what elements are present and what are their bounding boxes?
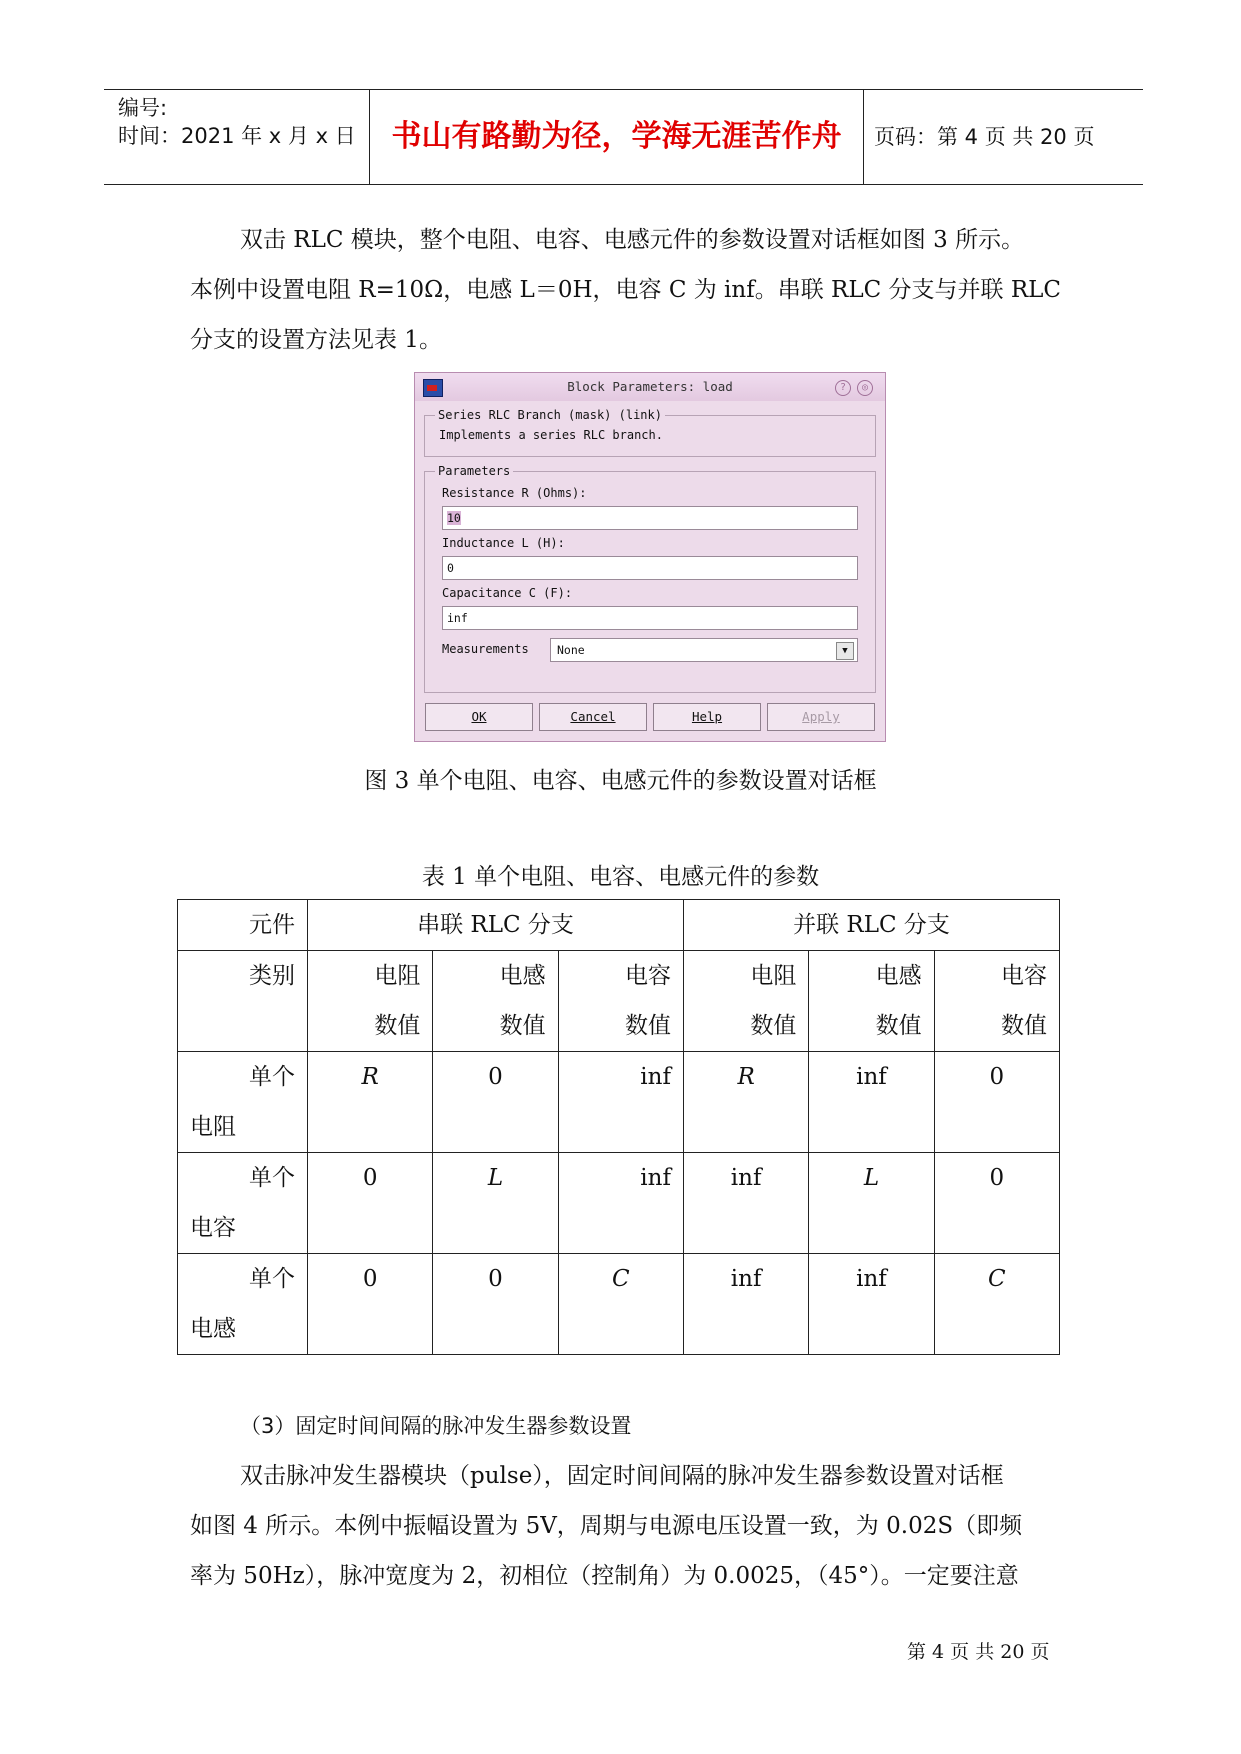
header-series: 串联 RLC 分支	[308, 900, 684, 951]
sub-value-label: 数值	[750, 1013, 797, 1039]
close-circle-icon[interactable]: ◎	[857, 380, 873, 396]
page-footer: 第 4 页 共 20 页	[907, 1641, 1050, 1663]
value-cell: 0	[308, 1153, 433, 1254]
value-cell: inf	[683, 1254, 808, 1355]
mask-description-group	[424, 408, 876, 457]
sub-cell	[809, 951, 934, 1052]
value-cell: 0	[433, 1052, 558, 1153]
measurements-select[interactable]	[550, 638, 858, 662]
capacitance-input[interactable]: inf	[442, 606, 858, 630]
header-category	[178, 951, 308, 1052]
page-header	[104, 89, 1143, 185]
sub-cell	[433, 951, 558, 1052]
time-label: 时间：2021 年 x 月 x 日	[118, 124, 356, 148]
ok-button[interactable]	[425, 703, 533, 731]
chevron-down-icon[interactable]: ▼	[836, 642, 854, 660]
value-cell: inf	[558, 1153, 683, 1254]
apply-button[interactable]	[767, 703, 875, 731]
table-subheader-row	[178, 951, 1060, 1052]
table-row	[178, 1153, 1060, 1254]
group-title-mask: Series RLC Branch (mask) (link)	[435, 408, 665, 422]
simulink-block-icon	[423, 379, 443, 397]
section3-line3: 率为 50Hz），脉冲宽度为 2，初相位（控制角）为 0.0025，（45°）。一定要注意	[190, 1563, 1019, 1589]
row-label-1: 单个	[249, 1165, 295, 1191]
measurements-label: Measurements	[442, 642, 529, 656]
help-button[interactable]	[653, 703, 761, 731]
ok-label: OK	[471, 709, 487, 724]
table-row	[178, 1052, 1060, 1153]
measurements-value: None	[557, 643, 585, 657]
block-parameters-dialog	[414, 372, 886, 742]
sub-value-label: 数值	[624, 1013, 671, 1039]
dialog-title: Block Parameters: load	[567, 379, 733, 394]
figure-caption: 图 3 单个电阻、电容、电感元件的参数设置对话框	[364, 768, 877, 794]
sub-value-label: 数值	[499, 1013, 546, 1039]
row-label	[178, 1153, 308, 1254]
para1-line3: 分支的设置方法见表 1。	[190, 327, 442, 353]
row-label-1: 单个	[249, 1064, 295, 1090]
value-cell: R	[683, 1052, 808, 1153]
value-cell: 0	[433, 1254, 558, 1355]
paragraph-1	[190, 215, 1070, 265]
row-label-2: 电容	[190, 1215, 236, 1241]
para1-line1: 双击 RLC 模块，整个电阻、电容、电感元件的参数设置对话框如图 3 所示。	[240, 227, 1025, 253]
resistance-label: Resistance R (Ohms):	[442, 486, 587, 500]
sub-label: 电感	[875, 963, 922, 989]
sub-cell	[683, 951, 808, 1052]
capacitance-label: Capacitance C (F):	[442, 586, 573, 600]
section3-heading: （3）固定时间间隔的脉冲发生器参数设置	[240, 1414, 632, 1438]
cancel-button[interactable]	[539, 703, 647, 731]
value-cell: 0	[934, 1052, 1059, 1153]
number-label: 编号:	[118, 96, 168, 120]
sub-label: 电感	[499, 963, 546, 989]
sub-cell	[308, 951, 433, 1052]
mask-description: Implements a series RLC branch.	[439, 428, 663, 442]
sub-cell	[558, 951, 683, 1052]
sub-value-label: 数值	[1001, 1013, 1047, 1039]
value-cell: 0	[934, 1153, 1059, 1254]
parameter-table	[177, 899, 1060, 1355]
sub-value-label: 数值	[875, 1013, 922, 1039]
section3-line1: 双击脉冲发生器模块（pulse），固定时间间隔的脉冲发生器参数设置对话框	[240, 1463, 1004, 1489]
row-label-1: 单个	[249, 1266, 295, 1292]
row-label-2: 电阻	[190, 1114, 236, 1140]
motto: 书山有路勤为径，学海无涯苦作舟	[370, 90, 864, 184]
value-cell: inf	[809, 1052, 934, 1153]
help-label: Help	[691, 709, 723, 724]
sub-label: 电容	[624, 963, 671, 989]
table-row	[178, 1254, 1060, 1355]
parameters-group	[424, 464, 876, 693]
value-cell: inf	[683, 1153, 808, 1254]
resistance-input[interactable]	[442, 506, 858, 530]
value-cell: R	[308, 1052, 433, 1153]
sub-label: 电容	[1001, 963, 1047, 989]
sub-label: 电阻	[750, 963, 797, 989]
section3-line2: 如图 4 所示。本例中振幅设置为 5V，周期与电源电压设置一致，为 0.02S（即频	[190, 1513, 1023, 1539]
sub-value-label: 数值	[374, 1013, 421, 1039]
cancel-label: Cancel	[570, 709, 616, 724]
inductance-input[interactable]: 0	[442, 556, 858, 580]
group-title-parameters: Parameters	[435, 464, 513, 478]
header-info-cell	[104, 90, 370, 184]
value-cell: L	[433, 1153, 558, 1254]
para1-line2: 本例中设置电阻 R=10Ω，电感 L＝0H，电容 C 为 inf。串联 RLC 分支与并联 RLC	[190, 277, 1062, 303]
table-header-row	[178, 900, 1060, 951]
table-caption: 表 1 单个电阻、电容、电感元件的参数	[421, 864, 820, 890]
value-cell: inf	[558, 1052, 683, 1153]
value-cell: L	[809, 1153, 934, 1254]
inductance-label: Inductance L (H):	[442, 536, 565, 550]
sub-label: 电阻	[374, 963, 421, 989]
value-cell: C	[558, 1254, 683, 1355]
row-label	[178, 1254, 308, 1355]
dialog-titlebar	[415, 373, 885, 401]
row-label-2: 电感	[190, 1316, 236, 1342]
row-label	[178, 1052, 308, 1153]
help-circle-icon[interactable]: ?	[835, 380, 851, 396]
value-cell: 0	[308, 1254, 433, 1355]
page-label: 页码：第 4 页 共 20 页	[874, 125, 1095, 149]
apply-label: Apply	[802, 709, 840, 724]
header-component: 元件	[178, 900, 308, 951]
value-cell: C	[934, 1254, 1059, 1355]
header-parallel: 并联 RLC 分支	[683, 900, 1059, 951]
sub-cell	[934, 951, 1059, 1052]
resistance-value: 10	[447, 511, 461, 525]
category-text: 类别	[249, 963, 295, 989]
value-cell: inf	[809, 1254, 934, 1355]
